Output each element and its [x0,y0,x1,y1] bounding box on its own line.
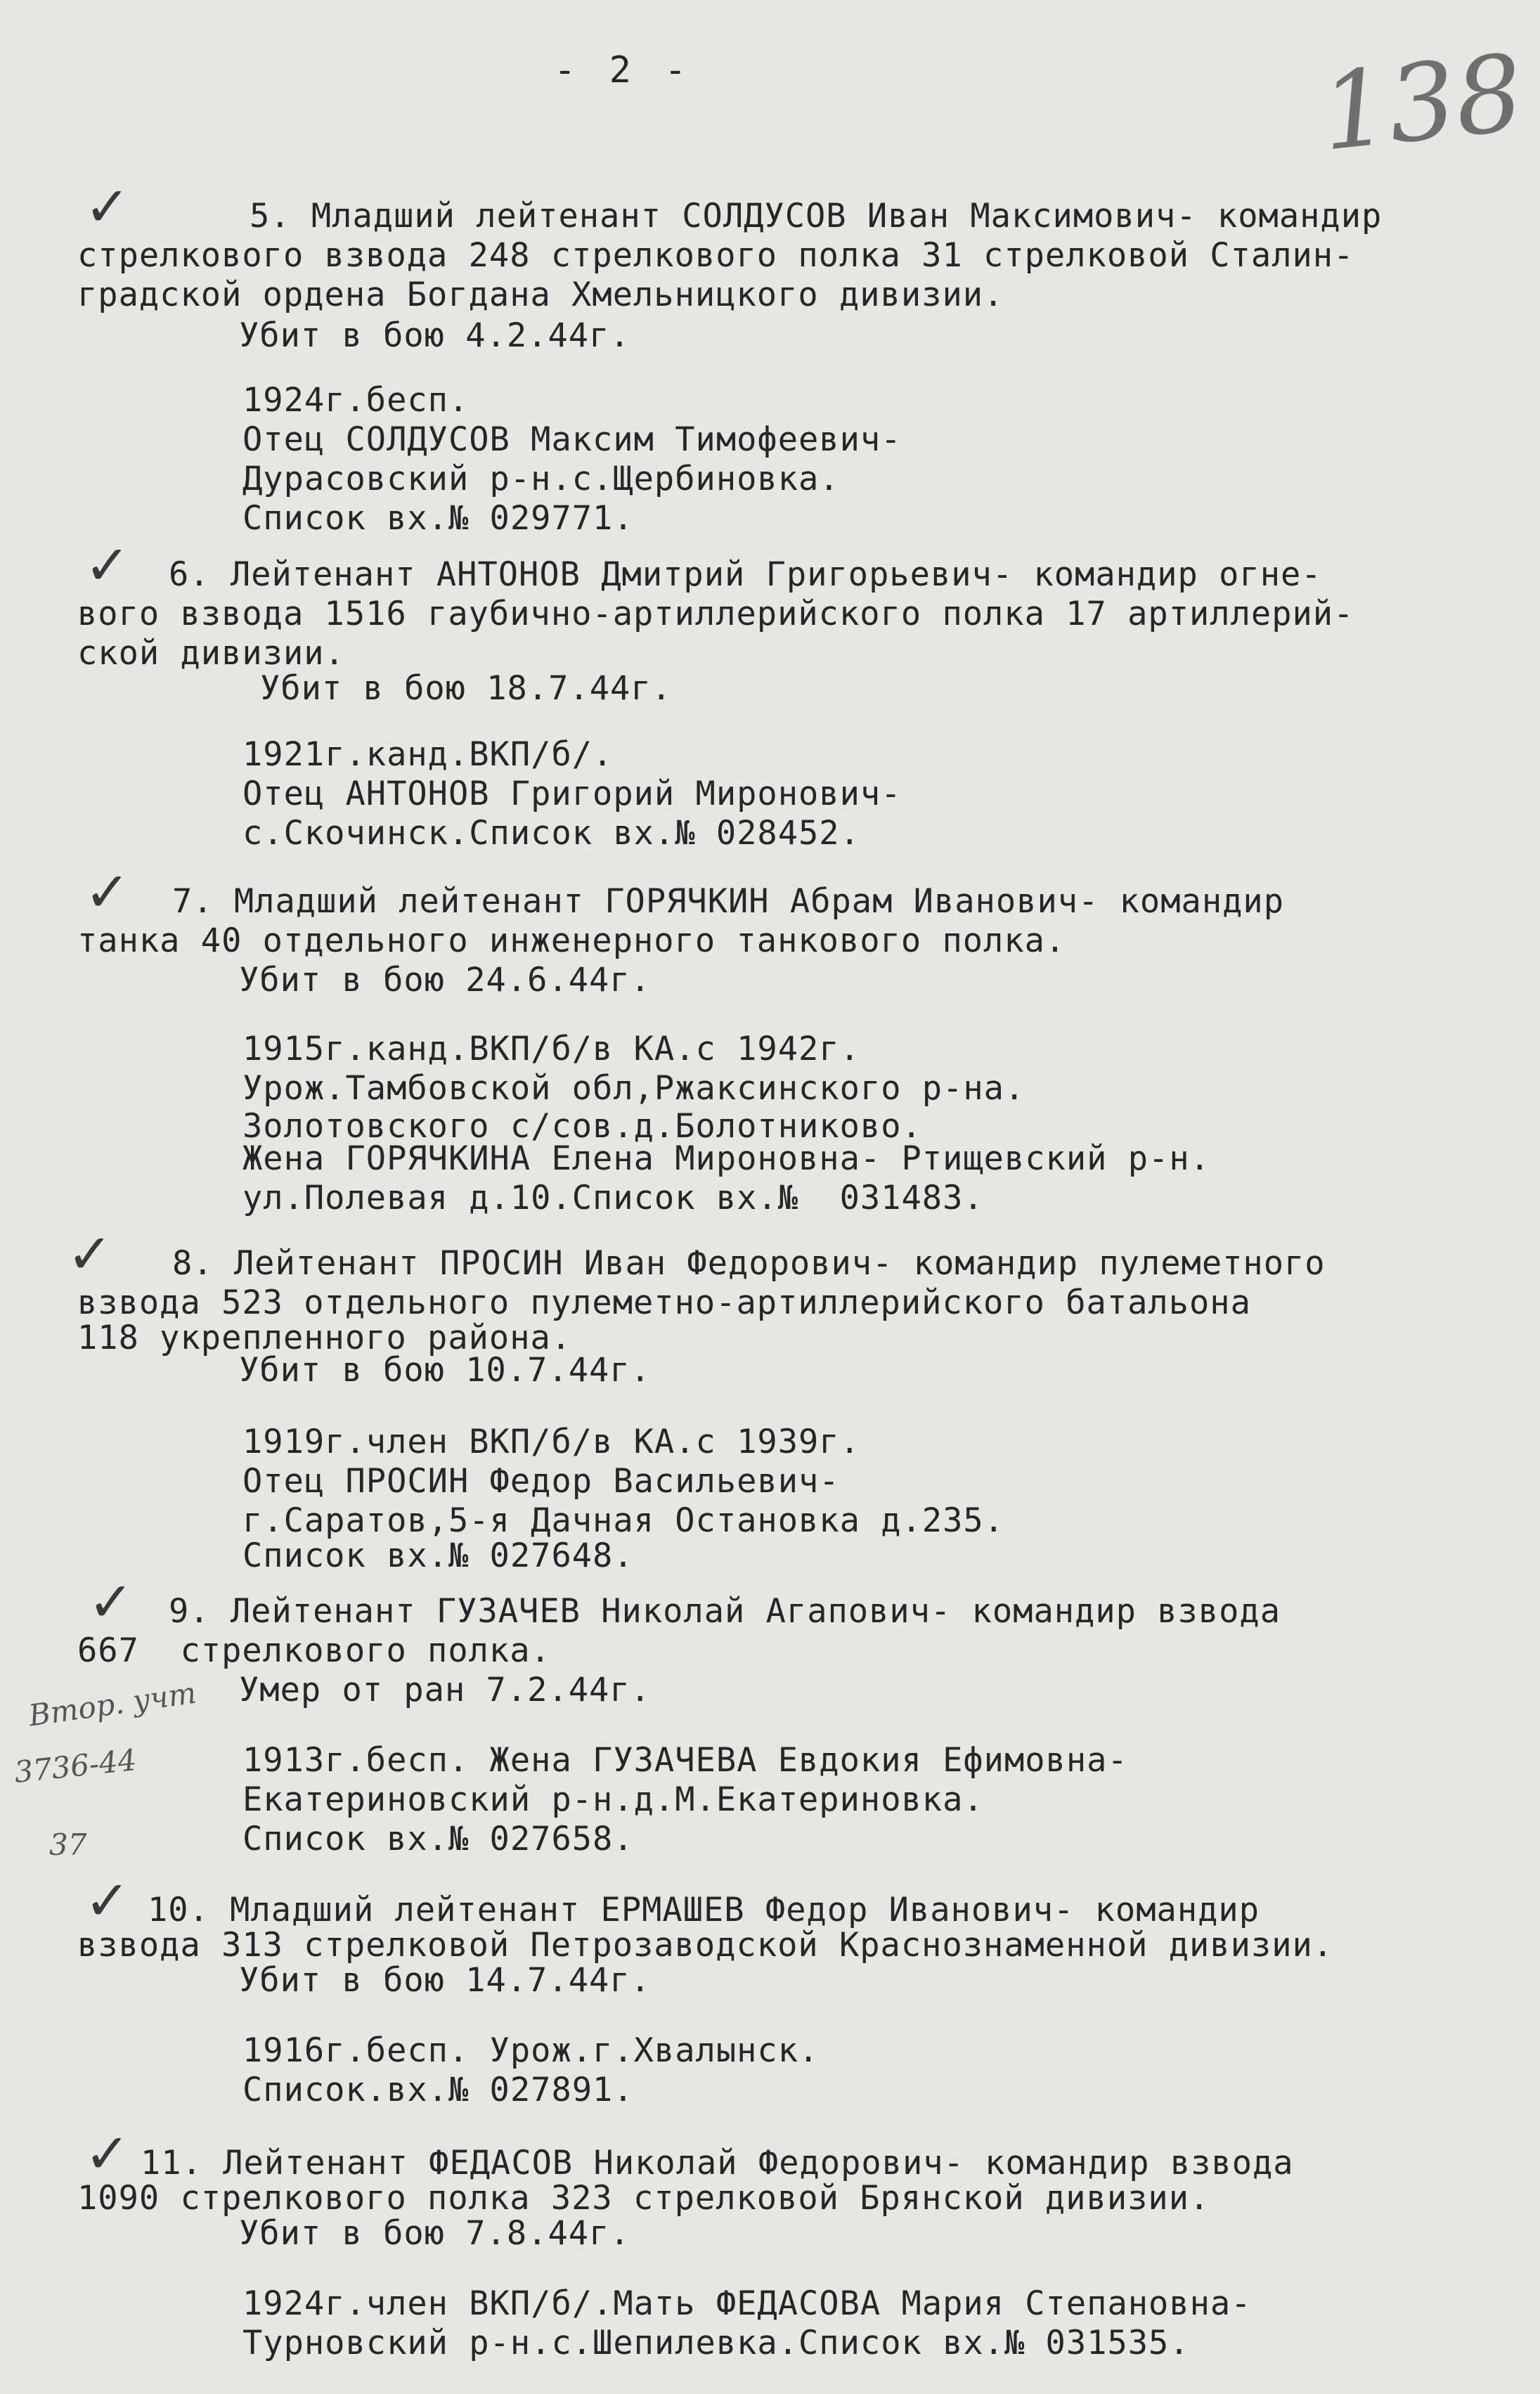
entry-heading: 6. Лейтенант АНТОНОВ Дмитрий Григорьевич- командир огне- [169,555,1322,594]
death-date: Убит в бою 4.2.44г. [239,316,630,355]
entry-details: Урож.Тамбовской обл,Ржаксинского р-на. [242,1069,1025,1108]
entry-text: стрелкового взвода 248 стрелкового полка 31 стрелковой Сталин- [77,236,1354,275]
margin-note: 37 [49,1827,87,1862]
entry-text: 118 укрепленного района. [77,1319,572,1357]
check-mark-icon: ✓ [84,534,131,597]
entry-text: взвода 523 отдельного пулеметно-артиллерийского батальона [77,1283,1251,1322]
entry-details: 1915г.канд.ВКП/б/в КА.с 1942г. [242,1030,860,1068]
entry-details: Турновский р-н.с.Шепилевка.Список вх.№ 031535. [242,2324,1190,2362]
check-mark-icon: ✓ [84,861,131,924]
entry-details: 1924г.член ВКП/б/.Мать ФЕДАСОВА Мария Степановна- [242,2284,1252,2323]
entry-heading: 7. Младший лейтенант ГОРЯЧКИН Абрам Иванович- командир [172,882,1285,921]
entry-details: Список вх.№ 027648. [242,1536,634,1575]
entry-details: с.Скочинск.Список вх.№ 028452. [242,814,860,853]
entry-details: 1913г.бесп. Жена ГУЗАЧЕВА Евдокия Ефимовна- [242,1741,1128,1780]
entry-text: взвода 313 стрелковой Петрозаводской Краснознаменной дивизии. [77,1926,1334,1965]
check-mark-icon: ✓ [67,1223,113,1286]
entry-details: Отец ПРОСИН Федор Васильевич- [242,1462,840,1501]
entry-text: ской дивизии. [77,634,345,673]
entry-text: вого взвода 1516 гаубично-артиллерийского полка 17 артиллерий- [77,595,1354,633]
margin-note: 3736-44 [12,1742,138,1790]
handwritten-archive-number: 138 [1315,32,1529,175]
entry-details: г.Саратов,5-я Дачная Остановка д.235. [242,1501,1004,1540]
death-date: Убит в бою 14.7.44г. [239,1961,651,2000]
page-number: - 2 - [554,49,692,91]
check-mark-icon: ✓ [84,2123,131,2186]
entry-details: Список вх.№ 027658. [242,1820,634,1858]
entry-details: Список.вх.№ 027891. [242,2071,634,2109]
margin-note: Втор. учт [26,1675,199,1733]
entry-details: Отец СОЛДУСОВ Максим Тимофеевич- [242,420,902,459]
entry-heading: 8. Лейтенант ПРОСИН Иван Федорович- командир пулеметного [172,1244,1326,1283]
check-mark-icon: ✓ [84,1870,131,1933]
entry-text: 1090 стрелкового полка 323 стрелковой Брянской дивизии. [77,2179,1210,2218]
entry-details: Екатериновский р-н.д.М.Екатериновка. [242,1780,984,1819]
entry-details: ул.Полевая д.10.Список вх.№ 031483. [242,1179,984,1217]
entry-heading: 5. Младший лейтенант СОЛДУСОВ Иван Максимович- командир [250,197,1383,235]
entry-details: Список вх.№ 029771. [242,499,634,538]
entry-details: Отец АНТОНОВ Григорий Миронович- [242,775,902,813]
entry-text: танка 40 отдельного инженерного танкового полка. [77,921,1066,960]
entry-details: Дурасовский р-н.с.Щербиновка. [242,460,840,498]
entry-details: 1919г.член ВКП/б/в КА.с 1939г. [242,1423,860,1461]
death-date: Убит в бою 7.8.44г. [239,2214,630,2253]
entry-heading: 11. Лейтенант ФЕДАСОВ Николай Федорович- командир взвода [141,2144,1294,2182]
death-date: Убит в бою 24.6.44г. [239,961,651,999]
entry-heading: 10. Младший лейтенант ЕРМАШЕВ Федор Иванович- командир [148,1891,1260,1929]
death-date: Убит в бою 10.7.44г. [239,1351,651,1390]
death-date: Убит в бою 18.7.44г. [260,669,672,708]
entry-details: 1916г.бесп. Урож.г.Хвалынск. [242,2031,820,2070]
check-mark-icon: ✓ [84,176,131,239]
entry-details: 1921г.канд.ВКП/б/. [242,735,614,774]
entry-details: Золотовского с/сов.д.Болотниково. [242,1107,922,1146]
entry-heading: 9. Лейтенант ГУЗАЧЕВ Николай Агапович- командир взвода [169,1592,1281,1631]
death-date: Умер от ран 7.2.44г. [239,1671,651,1709]
entry-details: Жена ГОРЯЧКИНА Елена Мироновна- Ртищевский р-н. [242,1139,1210,1178]
entry-text: 667 стрелкового полка. [77,1631,551,1670]
entry-text: градской ордена Богдана Хмельницкого дивизии. [77,276,1004,314]
check-mark-icon: ✓ [88,1571,134,1634]
entry-details: 1924г.бесп. [242,381,470,420]
